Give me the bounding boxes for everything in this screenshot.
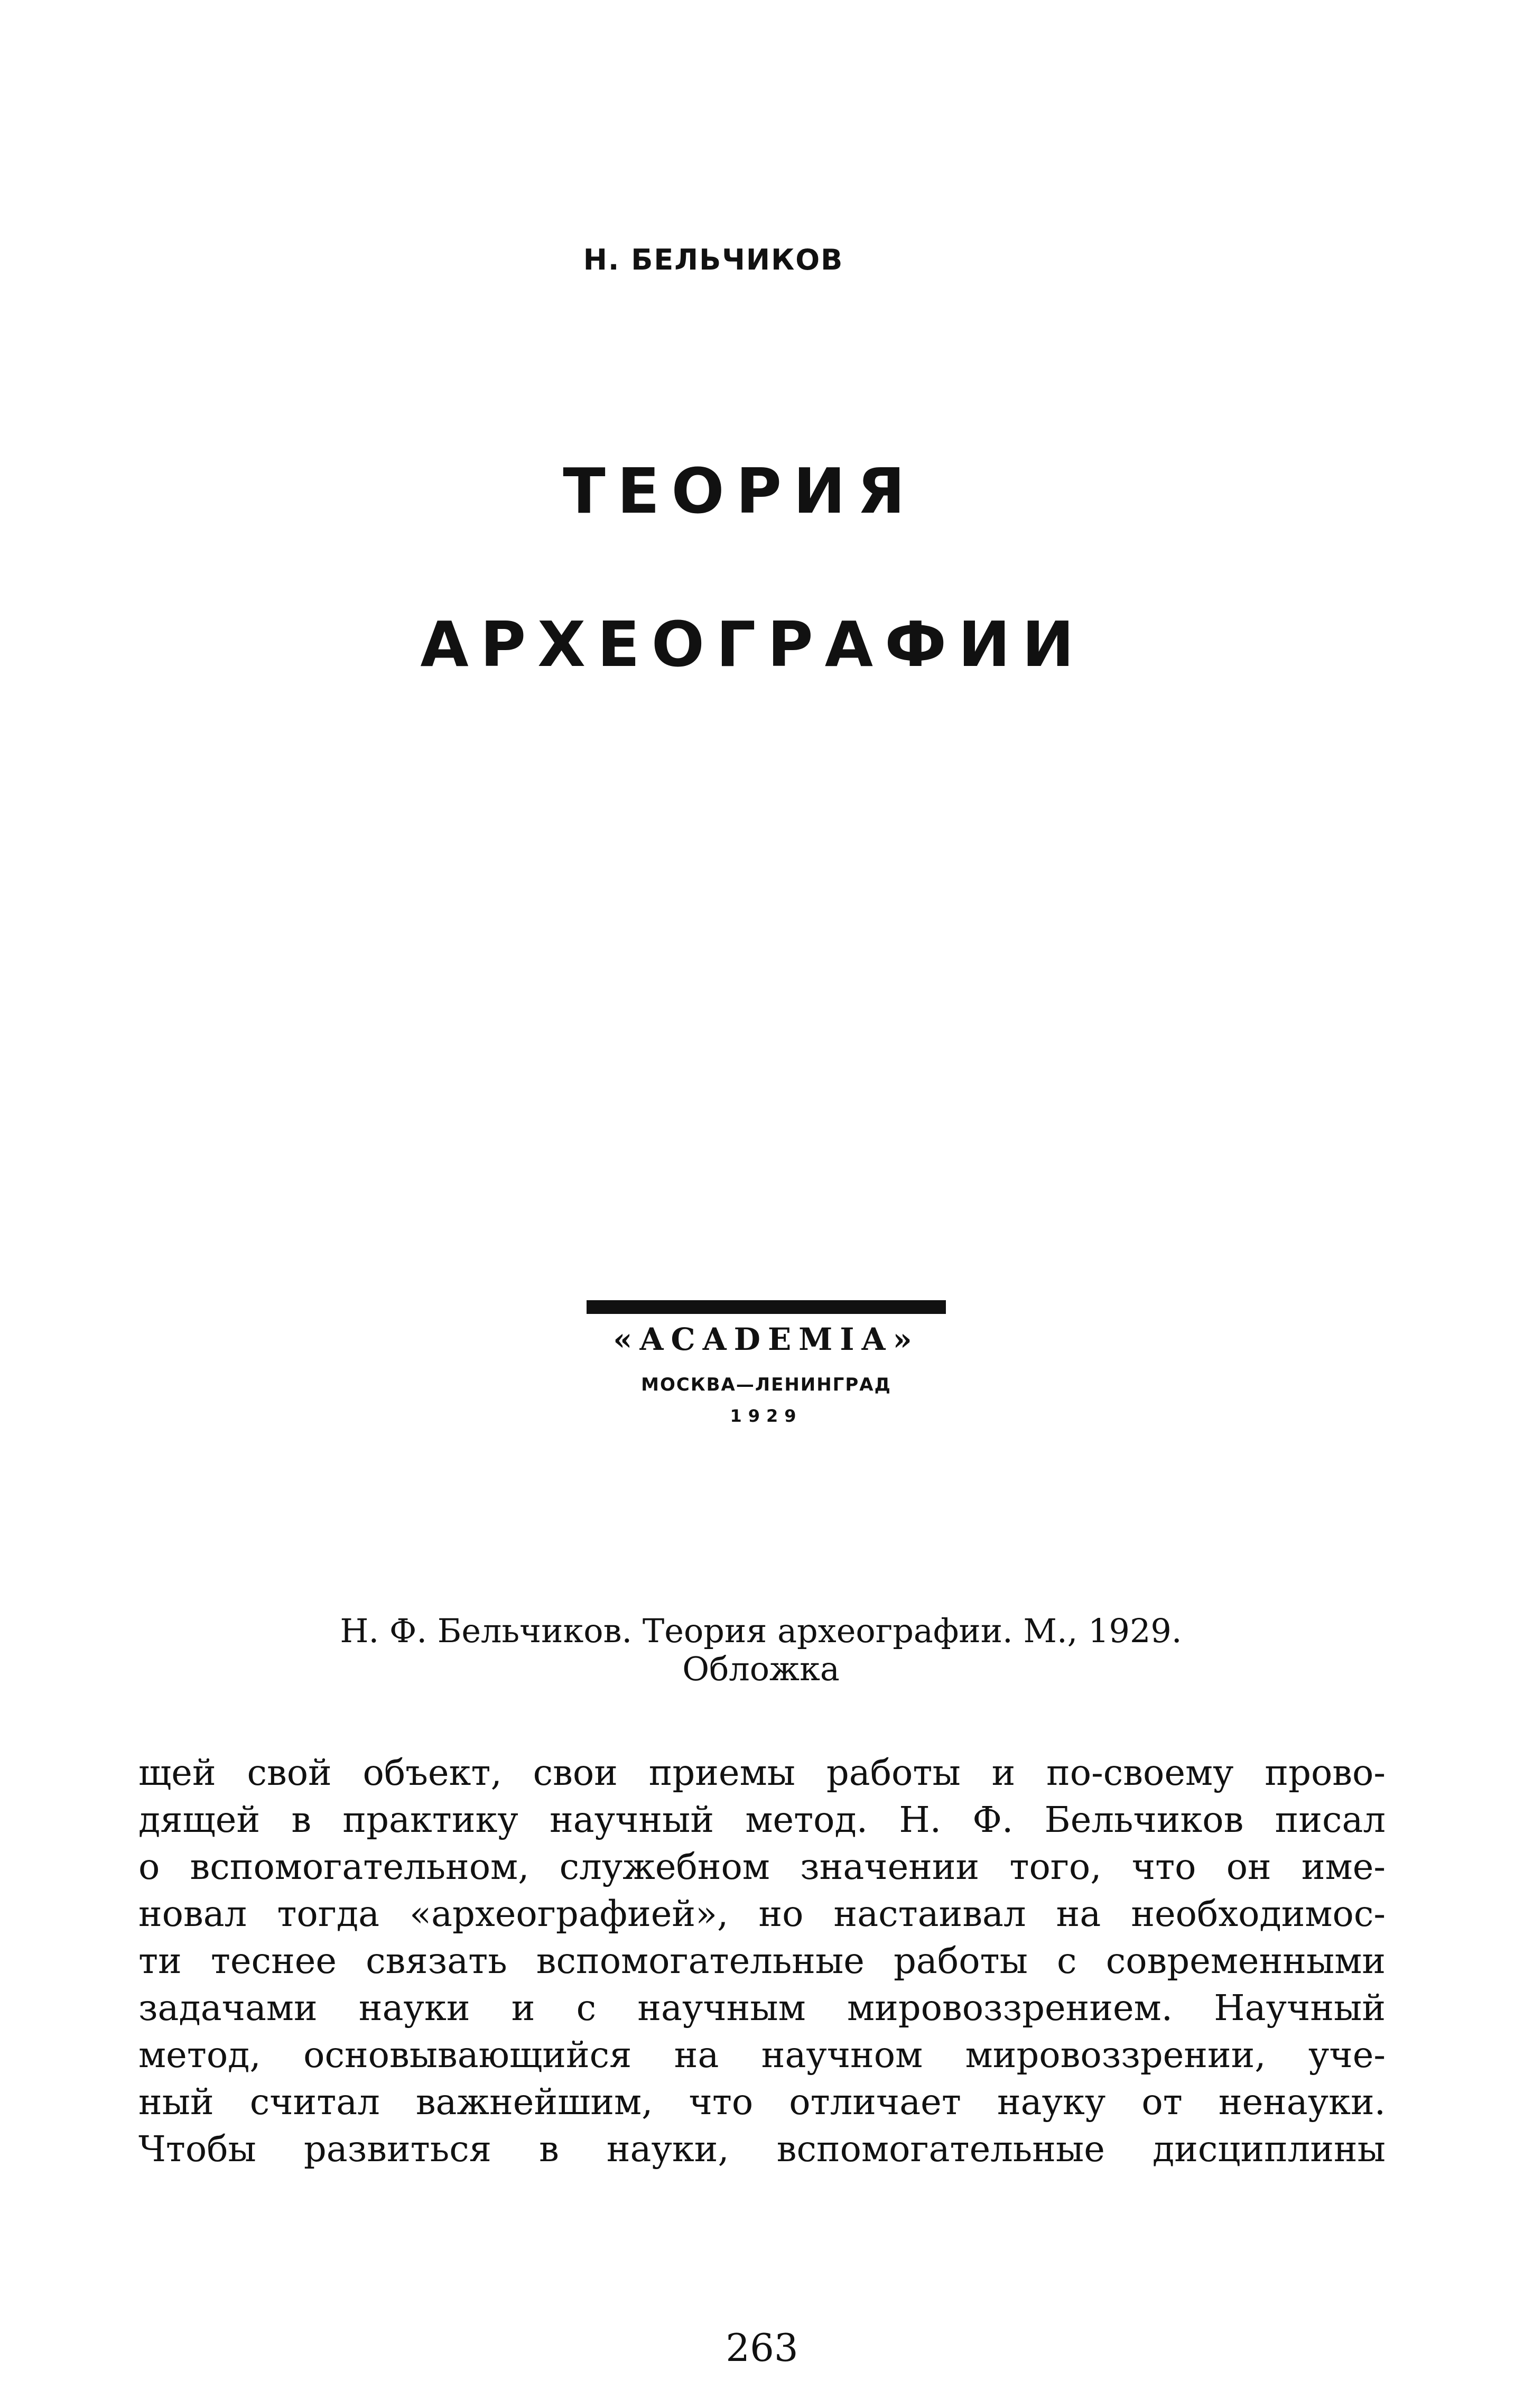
body-line: ный считал важнейшим, что отличает науку от ненауки. — [138, 2081, 1386, 2123]
body-line: задачами науки и с научным мировоззрением. Научный — [138, 1987, 1386, 2029]
body-line: о вспомогательном, служебном значении того, что он име- — [138, 1846, 1386, 1887]
body-line: Чтобы развиться в науки, вспомогательные дисциплины — [138, 2128, 1386, 2170]
body-line: новал тогда «археографией», но настаивал на необходимос- — [138, 1893, 1386, 1934]
body-paragraph — [138, 1749, 1386, 2173]
cover-year: 1929 — [730, 1406, 803, 1426]
cover-title-line-2: АРХЕОГРАФИИ — [420, 608, 1086, 681]
body-line: дящей в практику научный метод. Н. Ф. Бельчиков писал — [138, 1799, 1386, 1840]
body-line: метод, основывающийся на научном мировоззрении, уче- — [138, 2034, 1386, 2076]
publisher-rule — [587, 1300, 946, 1314]
caption-line-2: Обложка — [682, 1650, 840, 1688]
page-number: 263 — [726, 2326, 798, 2370]
cover-author: Н. БЕЛЬЧИКОВ — [583, 243, 844, 276]
cover-place: МОСКВА—ЛЕНИНГРАД — [641, 1374, 891, 1395]
cover-title-line-1: ТЕОРИЯ — [563, 455, 917, 527]
caption-line-1: Н. Ф. Бельчиков. Теория археографии. М., 1929. — [340, 1611, 1182, 1650]
body-line: щей свой объект, свои приемы работы и по-своему прово- — [138, 1752, 1386, 1793]
cover-publisher: «ACADEMIA» — [613, 1321, 919, 1357]
figure-caption — [243, 1612, 1279, 1688]
body-line: ти теснее связать вспомогательные работы с современными — [138, 1940, 1386, 1981]
